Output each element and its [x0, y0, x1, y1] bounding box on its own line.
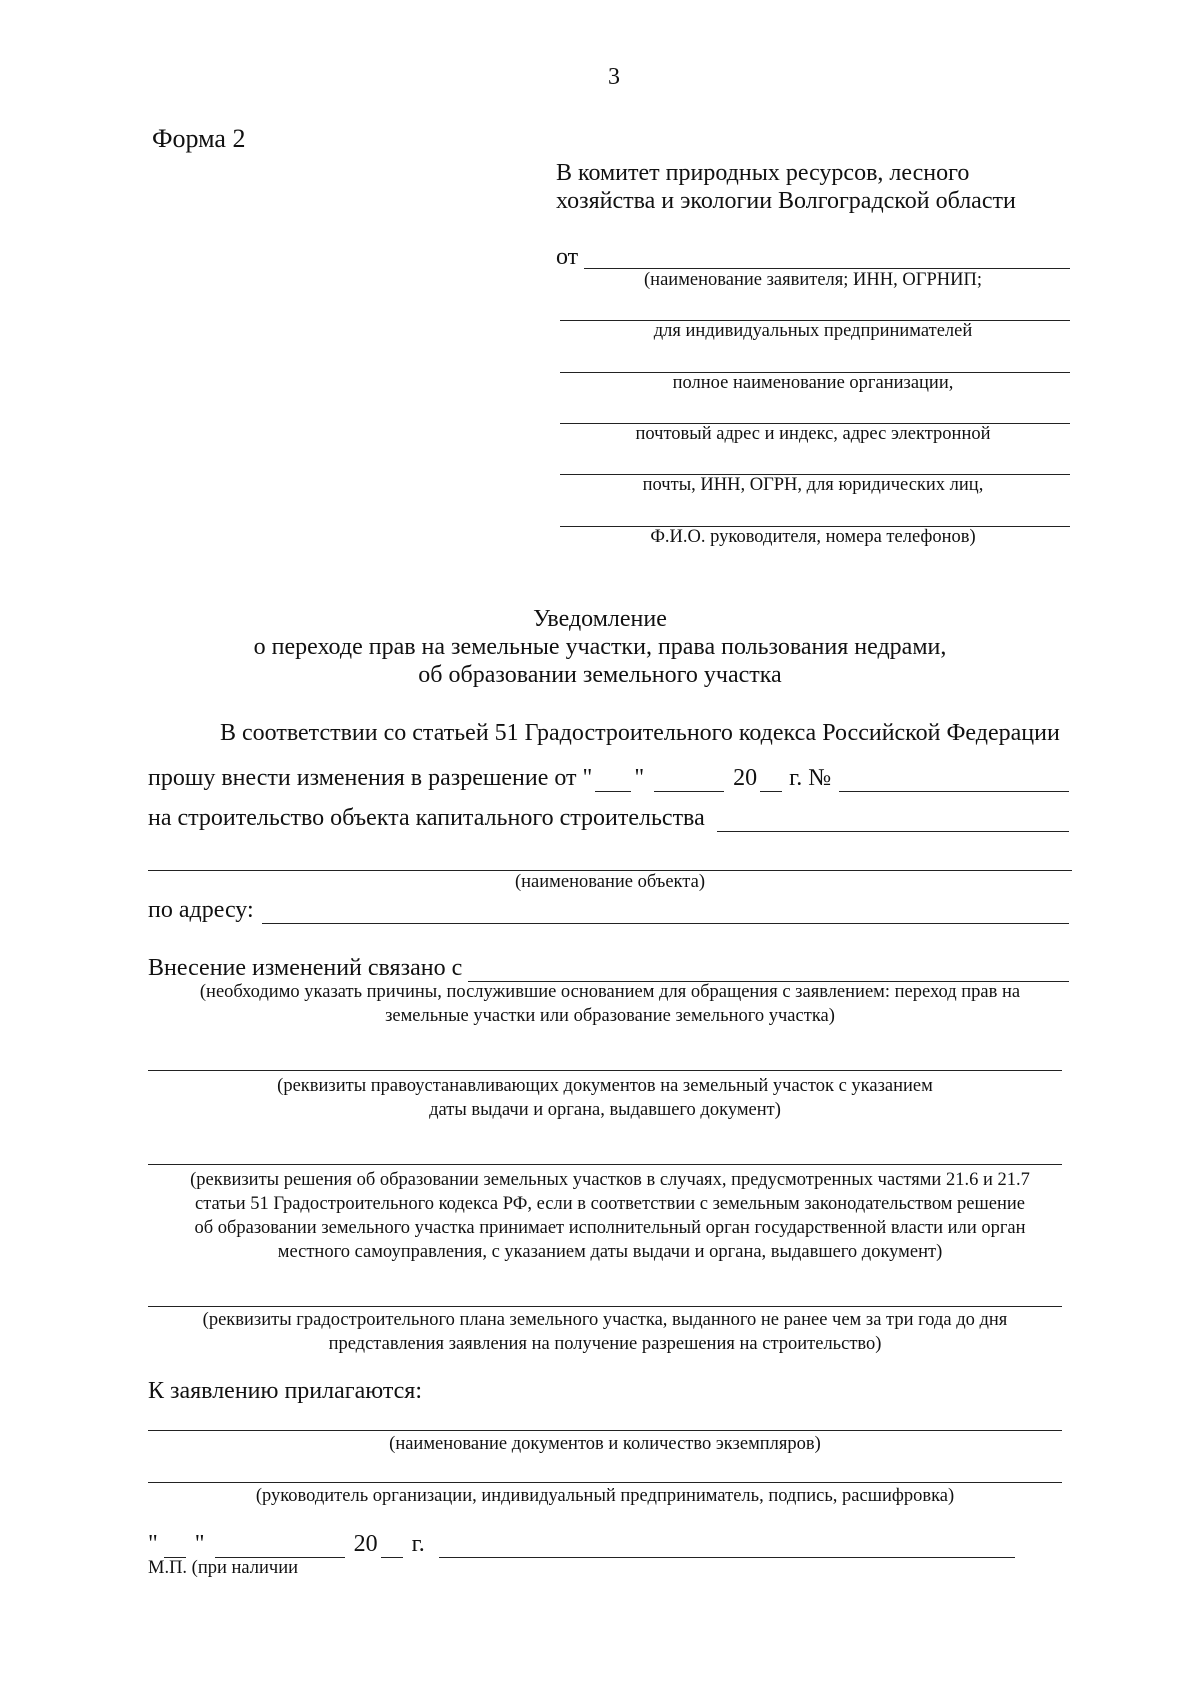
notice-title: Уведомление [533, 606, 667, 632]
permit-text: прошу внести изменения в разрешение от " [148, 765, 593, 791]
date-year-suffix: г. [411, 1531, 425, 1557]
construction-row [148, 802, 1072, 832]
notice-subtitle-1: о переходе прав на земельные участки, права пользования недрами, [253, 634, 947, 660]
addressee-line-1: В комитет природных ресурсов, лесного [556, 160, 970, 186]
reasons-hint-1: (необходимо указать причины, послужившие основанием для обращения с заявлением: переход прав на [199, 982, 1021, 1002]
applicant-hint-3: полное наименование организации, [672, 373, 954, 393]
stamp-label: М.П. (при наличии [148, 1558, 299, 1578]
attachments-line[interactable] [148, 1430, 1062, 1431]
change-reason-field[interactable] [468, 959, 1069, 982]
signature-field[interactable] [439, 1535, 1015, 1558]
change-reason-row [148, 952, 1072, 982]
construction-text: на строительство объекта капитального строительства [148, 805, 705, 831]
object-name-hint: (наименование объекта) [515, 872, 705, 892]
address-label: по адресу: [148, 897, 254, 923]
attachments-label: К заявлению прилагаются: [148, 1378, 423, 1404]
construction-object-field[interactable] [717, 809, 1069, 832]
body-paragraph-1: В соответствии со статьей 51 Градостроительного кодекса Российской Федерации [220, 720, 1060, 746]
decision-hint-1: (реквизиты решения об образовании земельных участков в случаях, предусмотренных частями 21.6 и 21.7 [190, 1170, 1030, 1190]
permit-year-prefix: 20 [733, 765, 758, 791]
attachments-hint: (наименование документов и количество экземпляров) [389, 1434, 821, 1454]
signer-line[interactable] [148, 1482, 1062, 1483]
date-quote-close: " [194, 1531, 205, 1557]
permit-year-field[interactable] [760, 769, 782, 792]
from-label: от [556, 244, 579, 270]
title-docs-hint-1: (реквизиты правоустанавливающих документов на земельный участок с указанием [277, 1076, 933, 1096]
applicant-hint-5: почты, ИНН, ОГРН, для юридических лиц, [642, 475, 984, 495]
addressee-line-2: хозяйства и экологии Волгоградской области [556, 188, 1016, 214]
form-label: Форма 2 [152, 124, 246, 153]
date-quote-open: " [148, 1531, 158, 1557]
permit-year-suffix: г. № [789, 765, 832, 791]
applicant-hint-1: (наименование заявителя; ИНН, ОГРНИП; [644, 270, 982, 290]
permit-reference-row [148, 762, 1072, 792]
date-day-field[interactable] [164, 1535, 186, 1558]
gpzu-line[interactable] [148, 1306, 1062, 1307]
notice-subtitle-2: об образовании земельного участка [418, 662, 782, 688]
applicant-hint-6: Ф.И.О. руководителя, номера телефонов) [650, 527, 976, 547]
decision-hint-2: статьи 51 Градостроительного кодекса РФ, если в соответствии с земельным законодательством решение [195, 1194, 1025, 1214]
decision-hint-3: об образовании земельного участка принимает исполнительный орган государственной власти или орган [194, 1218, 1026, 1238]
applicant-name-line[interactable] [584, 268, 1070, 269]
permit-quote-close: " [634, 765, 645, 791]
gpzu-hint-1: (реквизиты градостроительного плана земельного участка, выданного не ранее чем за три года до дня [202, 1310, 1008, 1330]
date-month-field[interactable] [215, 1535, 345, 1558]
applicant-hint-4: почтовый адрес и индекс, адрес электронной [635, 424, 991, 444]
title-docs-hint-2: даты выдачи и органа, выдавшего документ) [429, 1100, 781, 1120]
date-year-field[interactable] [381, 1535, 403, 1558]
page-number: 3 [608, 64, 620, 90]
permit-day-field[interactable] [595, 769, 631, 792]
address-field[interactable] [262, 901, 1069, 924]
date-year-prefix: 20 [353, 1531, 378, 1557]
signer-hint: (руководитель организации, индивидуальный предприниматель, подпись, расшифровка) [255, 1486, 955, 1506]
applicant-hint-2: для индивидуальных предпринимателей [653, 321, 973, 341]
decision-hint-4: местного самоуправления, с указанием даты выдачи и органа, выдавшего документ) [277, 1242, 943, 1262]
signature-date-row [148, 1528, 1018, 1558]
gpzu-hint-2: представления заявления на получение разрешения на строительство) [328, 1334, 882, 1354]
change-label: Внесение изменений связано с [148, 955, 463, 981]
decision-line[interactable] [148, 1164, 1062, 1165]
permit-number-field[interactable] [839, 769, 1069, 792]
title-docs-line[interactable] [148, 1070, 1062, 1071]
address-row [148, 894, 1072, 924]
object-name-line[interactable] [148, 870, 1072, 871]
reasons-hint-2: земельные участки или образование земельного участка) [385, 1006, 835, 1026]
permit-month-field[interactable] [654, 769, 724, 792]
